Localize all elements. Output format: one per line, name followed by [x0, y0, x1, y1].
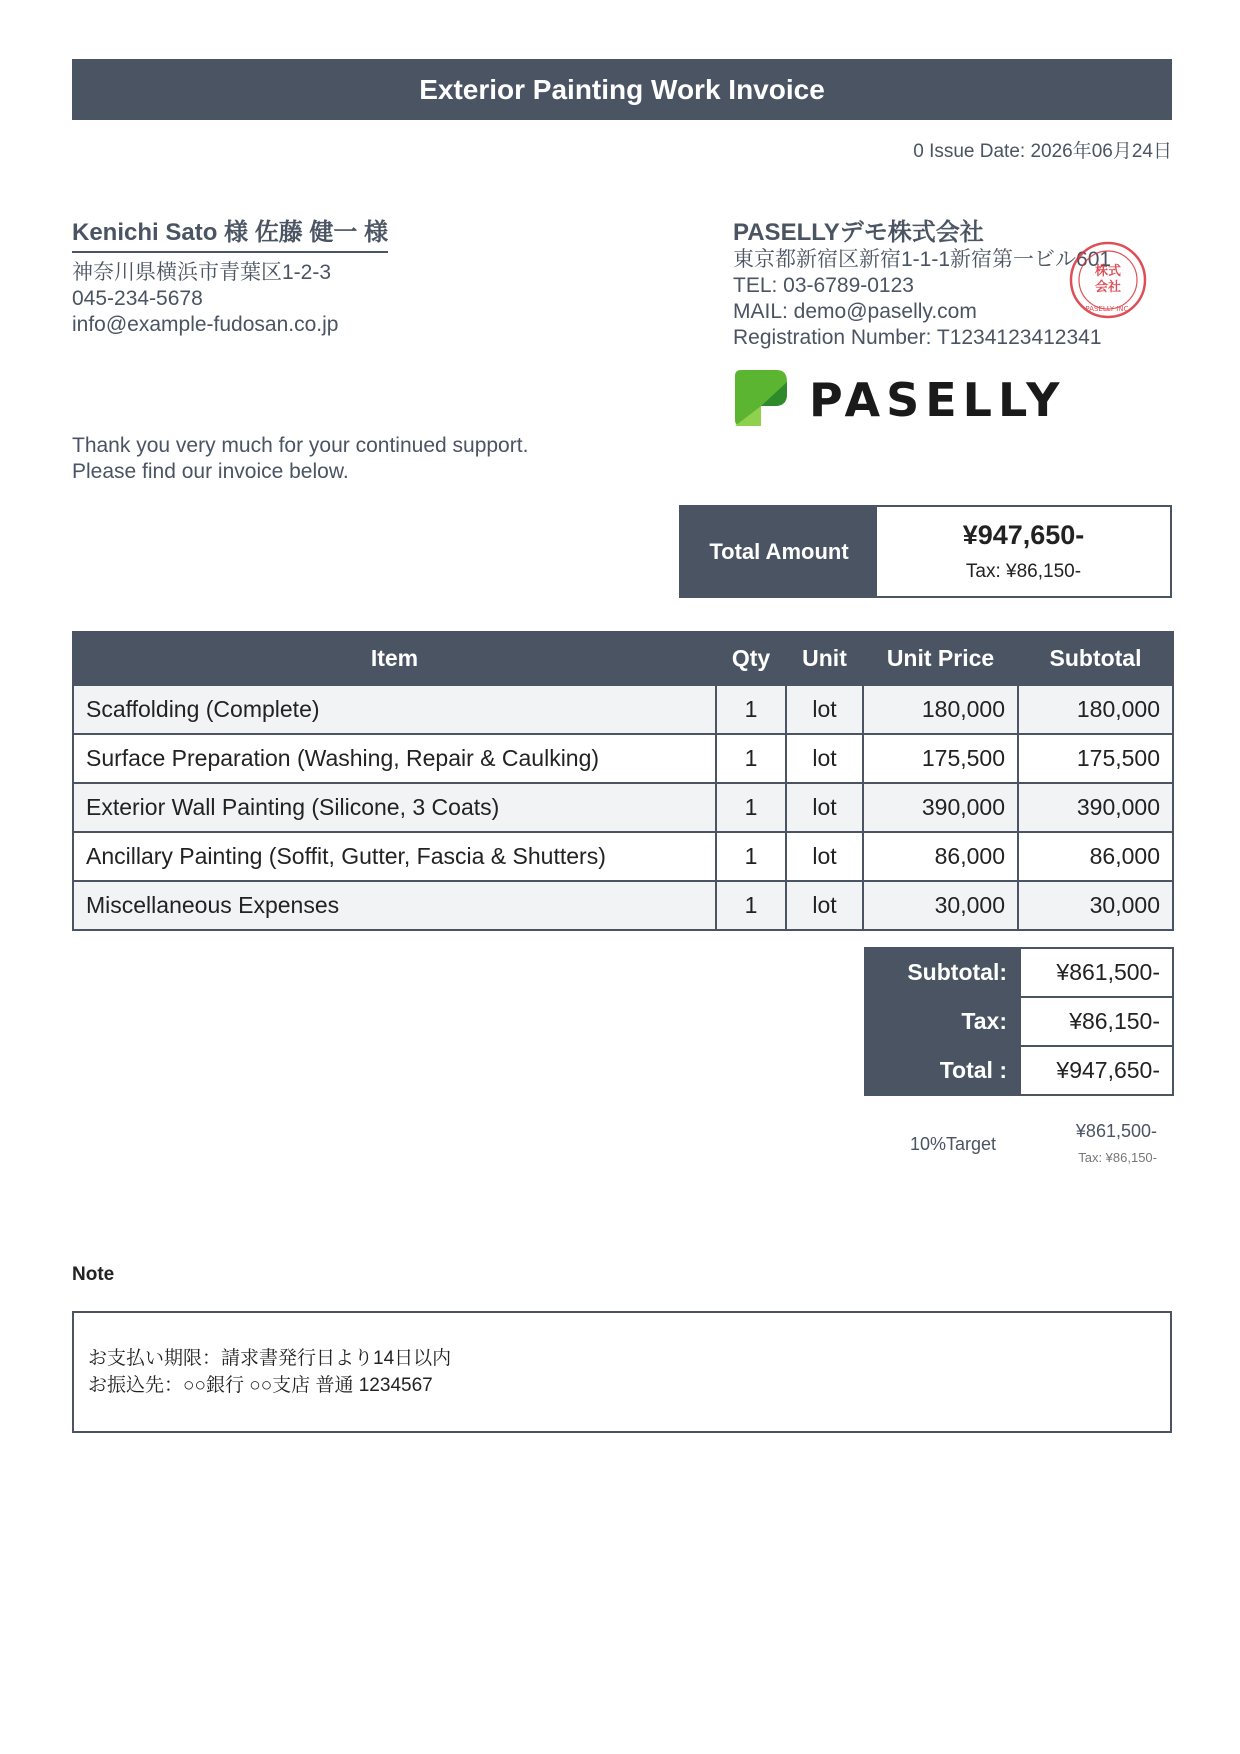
item-unit: lot	[786, 881, 863, 930]
summary-subtotal-value: ¥861,500-	[1020, 948, 1173, 997]
summary-tax-label: Tax:	[865, 997, 1020, 1046]
tax-breakdown-tax: Tax: ¥86,150-	[1078, 1150, 1157, 1165]
item-unit-price: 175,500	[863, 734, 1018, 783]
issue-date: 2026年06月24日	[1030, 141, 1172, 162]
item-unit-price: 180,000	[863, 685, 1018, 734]
line-items-table	[72, 631, 1174, 931]
col-header-unit: Unit	[786, 632, 863, 685]
item-unit-price: 390,000	[863, 783, 1018, 832]
company-tel: TEL: 03-6789-0123	[733, 274, 914, 297]
total-amount-box	[679, 505, 1172, 598]
table-row	[73, 734, 1173, 783]
item-name: Miscellaneous Expenses	[73, 881, 716, 930]
company-seal-stamp	[1068, 240, 1148, 325]
company-logo	[733, 368, 1063, 435]
item-unit-price: 30,000	[863, 881, 1018, 930]
item-name: Ancillary Painting (Soffit, Gutter, Fascia & Shutters)	[73, 832, 716, 881]
item-subtotal: 390,000	[1018, 783, 1173, 832]
issue-date-line	[913, 136, 1172, 163]
customer-email: info@example-fudosan.co.jp	[72, 313, 339, 336]
greeting-line-1: Thank you very much for your continued support.	[72, 434, 529, 457]
col-header-item: Item	[73, 632, 716, 685]
item-subtotal: 175,500	[1018, 734, 1173, 783]
customer-address: 神奈川県横浜市青葉区1-2-3	[72, 261, 332, 284]
summary-table	[864, 947, 1174, 1096]
item-name: Exterior Wall Painting (Silicone, 3 Coats)	[73, 783, 716, 832]
tax-breakdown-label: 10%Target	[910, 1134, 997, 1154]
item-subtotal: 180,000	[1018, 685, 1173, 734]
table-row	[73, 881, 1173, 930]
summary-row-subtotal	[865, 948, 1173, 997]
logo-wordmark: PASELLY	[809, 373, 1063, 427]
item-qty: 1	[716, 881, 786, 930]
note-line-2: お振込先：○○銀行 ○○支店 普通 1234567	[88, 1375, 433, 1396]
company-name: PASELLYデモ株式会社	[733, 219, 984, 246]
table-row	[73, 783, 1173, 832]
company-info	[733, 247, 1111, 351]
item-subtotal: 30,000	[1018, 881, 1173, 930]
invoice-number: 0	[913, 141, 924, 162]
item-qty: 1	[716, 783, 786, 832]
table-header-row	[73, 632, 1173, 685]
item-qty: 1	[716, 734, 786, 783]
issue-date-label: Issue Date:	[929, 141, 1026, 162]
col-header-qty: Qty	[716, 632, 786, 685]
item-unit-price: 86,000	[863, 832, 1018, 881]
customer-name: Kenichi Sato 様 佐藤 健一 様	[72, 212, 388, 253]
col-header-subtotal: Subtotal	[1018, 632, 1173, 685]
summary-total-label: Total :	[865, 1046, 1020, 1095]
svg-text:株式: 株式	[1094, 264, 1122, 279]
company-registration: Registration Number: T1234123412341	[733, 326, 1102, 349]
item-qty: 1	[716, 832, 786, 881]
item-name: Scaffolding (Complete)	[73, 685, 716, 734]
company-mail: MAIL: demo@paselly.com	[733, 300, 977, 323]
item-name: Surface Preparation (Washing, Repair & Caulking)	[73, 734, 716, 783]
note-line-1: お支払い期限：請求書発行日より14日以内	[88, 1348, 452, 1369]
summary-subtotal-label: Subtotal:	[865, 948, 1020, 997]
invoice-title: Exterior Painting Work Invoice	[72, 59, 1172, 120]
customer-phone: 045-234-5678	[72, 287, 203, 310]
note-label: Note	[72, 1264, 115, 1285]
item-qty: 1	[716, 685, 786, 734]
total-tax-value: Tax: ¥86,150-	[965, 561, 1082, 582]
summary-row-total	[865, 1046, 1173, 1095]
item-unit: lot	[786, 783, 863, 832]
svg-text:会社: 会社	[1094, 280, 1122, 295]
tax-breakdown-amount: ¥861,500-	[1075, 1121, 1157, 1141]
greeting-line-2: Please find our invoice below.	[72, 460, 349, 483]
col-header-unit-price: Unit Price	[863, 632, 1018, 685]
item-unit: lot	[786, 685, 863, 734]
table-row	[73, 832, 1173, 881]
greeting	[72, 433, 528, 485]
company-address: 東京都新宿区新宿1-1-1新宿第一ビル601	[733, 248, 1112, 271]
note-box	[72, 1311, 1172, 1433]
total-amount-label: Total Amount	[681, 507, 877, 596]
table-row	[73, 685, 1173, 734]
summary-row-tax	[865, 997, 1173, 1046]
total-amount-values	[877, 507, 1170, 596]
summary-tax-value: ¥86,150-	[1020, 997, 1173, 1046]
customer-info	[72, 260, 338, 338]
summary-total-value: ¥947,650-	[1020, 1046, 1173, 1095]
item-unit: lot	[786, 734, 863, 783]
total-amount-value: ¥947,650-	[962, 520, 1085, 550]
stamp-text: PASELLY INC.	[1085, 305, 1131, 313]
item-unit: lot	[786, 832, 863, 881]
item-subtotal: 86,000	[1018, 832, 1173, 881]
